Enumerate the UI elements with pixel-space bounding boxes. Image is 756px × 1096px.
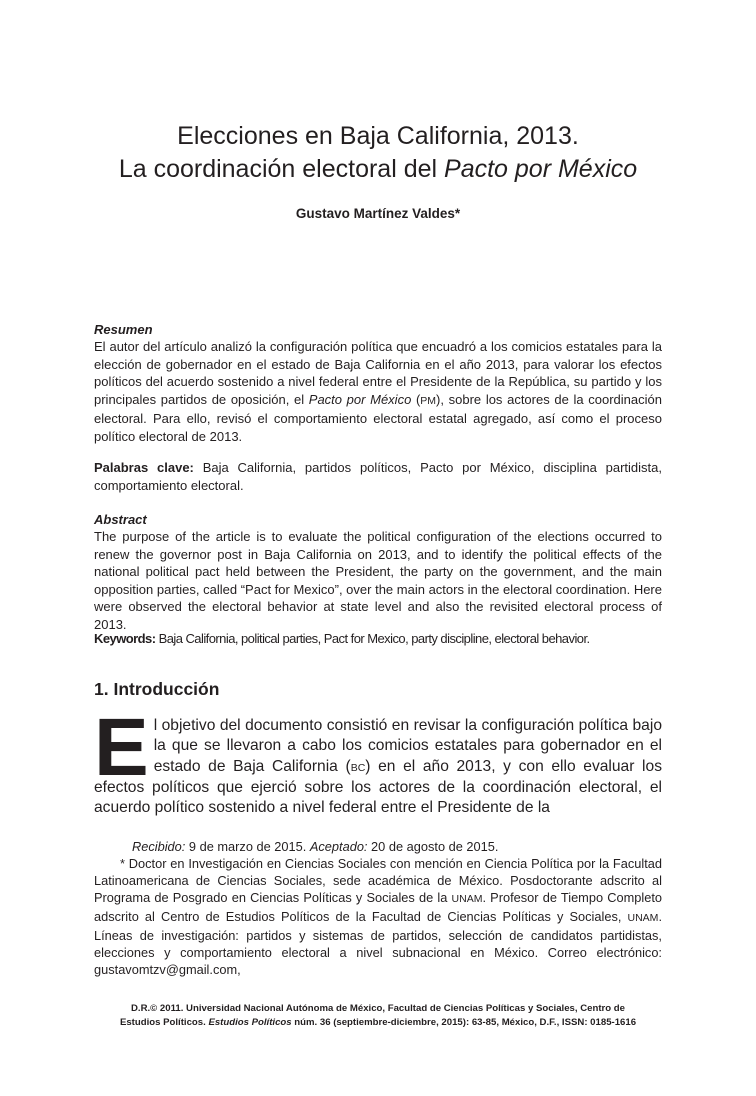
recibido-date: 9 de marzo de 2015. bbox=[185, 839, 310, 854]
abstract-label: Abstract bbox=[94, 512, 147, 527]
palabras-clave bbox=[94, 459, 662, 494]
footer-line-2-b: núm. 36 (septiembre-diciembre, 2015): 63-85, México, D.F., ISSN: 0185-1616 bbox=[291, 1017, 637, 1028]
aceptado-label: Aceptado: bbox=[309, 839, 368, 854]
intro-abbr: BC bbox=[350, 761, 366, 774]
intro-text-a: l objetivo del documento consistió en revisar la configuración política bajo la que se llevaron a cabo los comicios estatales para gobernador en el estado de Baja California ( bbox=[153, 717, 662, 775]
footnote-c: . Líneas de investigación: partidos y sistemas de partidos, selección de candidatos partidistas, elecciones y comportamiento electoral a nivel subnacional en México. Correo electrónico: gustavomtzv@gmail.com, bbox=[94, 909, 662, 977]
recibido-label: Recibido: bbox=[132, 839, 186, 854]
drop-cap: E bbox=[94, 702, 149, 793]
footnote-b: . Profesor de Tiempo Completo adscrito al Centro de Estudios Políticos de la Facultad de Ciencias Políticas y Sociales, bbox=[94, 890, 663, 924]
footnotes bbox=[94, 838, 662, 978]
title-line-2-plain: La coordinación electoral del bbox=[118, 155, 445, 183]
aceptado-date: 20 de agosto de 2015. bbox=[367, 839, 499, 854]
resumen-text-a: El autor del artículo analizó la configuración política que encuadró a los comicios estatales para la elección de gobernador en el estado de Baja California en el año 2013, para valorar los efectos políticos del acuerdo sostenido a nivel federal entre el Presidente de la República, su partido y los principales partidos de oposición, el bbox=[94, 339, 662, 407]
section-heading: 1. Introducción bbox=[94, 679, 220, 699]
copyright-footer bbox=[94, 1002, 662, 1030]
resumen-text bbox=[94, 338, 662, 446]
title-line-1: Elecciones en Baja California, 2013. bbox=[177, 122, 579, 150]
footer-journal-name: Estudios Políticos bbox=[208, 1017, 292, 1028]
article-title bbox=[94, 120, 662, 186]
resumen-abbr: PM bbox=[420, 394, 437, 407]
author-name: Gustavo Martínez Valdes* bbox=[295, 206, 461, 221]
keywords-label: Keywords: bbox=[94, 631, 156, 646]
footnote-unam-1: UNAM bbox=[451, 893, 483, 905]
footer-line-2-a: Estudios Políticos. bbox=[119, 1017, 209, 1028]
resumen-section bbox=[94, 322, 662, 446]
palabras-clave-label: Palabras clave: bbox=[94, 460, 194, 475]
footnote-unam-2: UNAM bbox=[627, 912, 659, 924]
intro-paragraph bbox=[94, 702, 662, 818]
abstract-text: The purpose of the article is to evaluate the political configuration of the elections occurred to renew the governor post in Baja California on 2013, and to identify the political effects of the national political pact held between the President, the party on the government, and the main opposition parties, called “Pact for Mexico”, over the main actors in the electoral coordination. Here were observed the electoral behavior at state level and also the revisited electoral process of 2013. bbox=[94, 529, 662, 632]
keywords-text: Baja California, political parties, Pact for Mexico, party discipline, electoral behavior. bbox=[155, 631, 590, 646]
palabras-clave-text: Baja California, partidos políticos, Pacto por México, disciplina partidista, comportamiento electoral. bbox=[94, 460, 662, 493]
footer-line-1: D.R.© 2011. Universidad Nacional Autónoma de México, Facultad de Ciencias Políticas y Sociales, Centro de bbox=[130, 1003, 626, 1014]
title-line-2-italic: Pacto por México bbox=[444, 155, 638, 183]
resumen-text-italic: Pacto por México bbox=[308, 391, 412, 407]
resumen-text-b: ), sobre los actores de la coordinación electoral. Para ello, revisó el comportamiento electoral estatal agregado, así como el proceso político electoral de 2013. bbox=[94, 391, 662, 444]
footnote-a: * Doctor en Investigación en Ciencias Sociales con mención en Ciencia Política por la Facultad Latinoamericana de Ciencias Sociales, sede académica de México. Posdoctorante adscrito al Programa de Posgrado en Ciencias Políticas y Sociales de la bbox=[94, 856, 662, 905]
author-footnote bbox=[94, 855, 662, 978]
received-note bbox=[94, 838, 662, 855]
resumen-label: Resumen bbox=[94, 322, 153, 337]
intro-text-b: ) en el año 2013, y con ello evaluar los efectos políticos que ejerció sobre los actores de la coordinación electoral, el acuerdo político sostenido a nivel federal entre el Presidente de la bbox=[94, 757, 662, 817]
footer-line-2 bbox=[94, 1016, 662, 1030]
keywords bbox=[94, 630, 662, 648]
title-line-2 bbox=[94, 153, 662, 186]
abstract-section bbox=[94, 512, 662, 634]
resumen-paren: ( bbox=[411, 391, 421, 407]
